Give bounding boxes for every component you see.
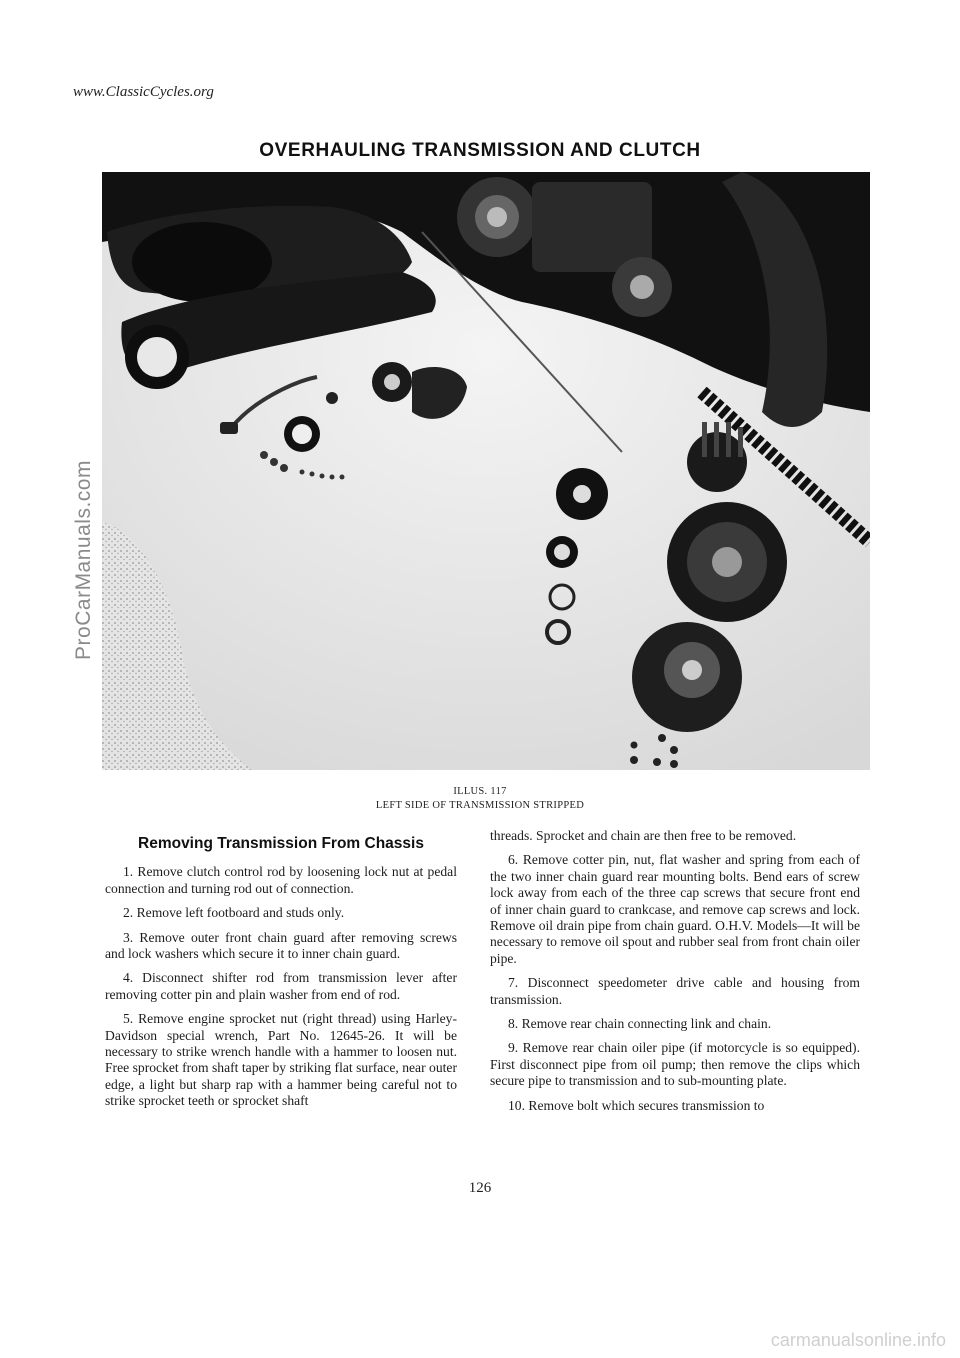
continued-paragraph: threads. Sprocket and chain are then free to be removed. (490, 828, 797, 843)
step-paragraph: 8. Remove rear chain connecting link and chain. (508, 1016, 772, 1032)
site-url: www.ClassicCycles.org (73, 84, 214, 100)
page-number: 126 (468, 1180, 492, 1196)
step-paragraph: 1. Remove clutch control rod by loosening lock nut at pedal connection and turning rod out of connection. (105, 864, 457, 896)
transmission-photo (102, 172, 870, 770)
figure-caption: LEFT SIDE OF TRANSMISSION STRIPPED (375, 800, 585, 811)
figure-number: ILLUS. 117 (453, 786, 507, 797)
step-paragraph: 7. Disconnect speedometer drive cable and housing from transmission. (490, 975, 860, 1007)
right-column (490, 828, 860, 1122)
step-paragraph: 2. Remove left footboard and studs only. (123, 905, 345, 921)
step-paragraph: 10. Remove bolt which secures transmission to (508, 1097, 765, 1113)
footer-watermark: carmanualsonline.info (770, 1330, 946, 1350)
step-paragraph: 9. Remove rear chain oiler pipe (if motorcycle is so equipped). First disconnect pipe from oil pump; then remove the clips which secure pipe to transmission and to sub-mounting plate. (490, 1040, 860, 1089)
side-watermark: ProCarManuals.com (72, 460, 95, 660)
page-title: OVERHAULING TRANSMISSION AND CLUTCH (259, 140, 701, 161)
left-column (105, 836, 457, 1118)
step-paragraph: 3. Remove outer front chain guard after removing screws and lock washers which secure it to inner chain guard. (105, 929, 457, 962)
step-paragraph: 6. Remove cotter pin, nut, flat washer and spring from each of the two inner chain guard rear mounting bolts. Bend ears of screw lock away from each of the three cap screws that secure front end of inner chain guard to crankcase, and remove cap screws and lock. Remove oil drain pipe from chain guard. O.H.V. Models—It will be necessary to remove oil spout and rubber seal from front chain oiler pipe. (490, 852, 860, 966)
step-paragraph: 4. Disconnect shifter rod from transmission lever after removing cotter pin and plain washer from end of rod. (105, 970, 457, 1002)
section-heading: Removing Transmission From Chassis (138, 835, 424, 852)
step-paragraph: 5. Remove engine sprocket nut (right thread) using Harley-Davidson special wrench, Part No. 12645-26. It will be necessary to strike wrench handle with a hammer to loosen nut. Free sprocket from shaft taper by striking flat surface, near outer edge, a light but sharp rap with a hammer being careful not to strike sprocket teeth or sprocket shaft (105, 1011, 457, 1109)
